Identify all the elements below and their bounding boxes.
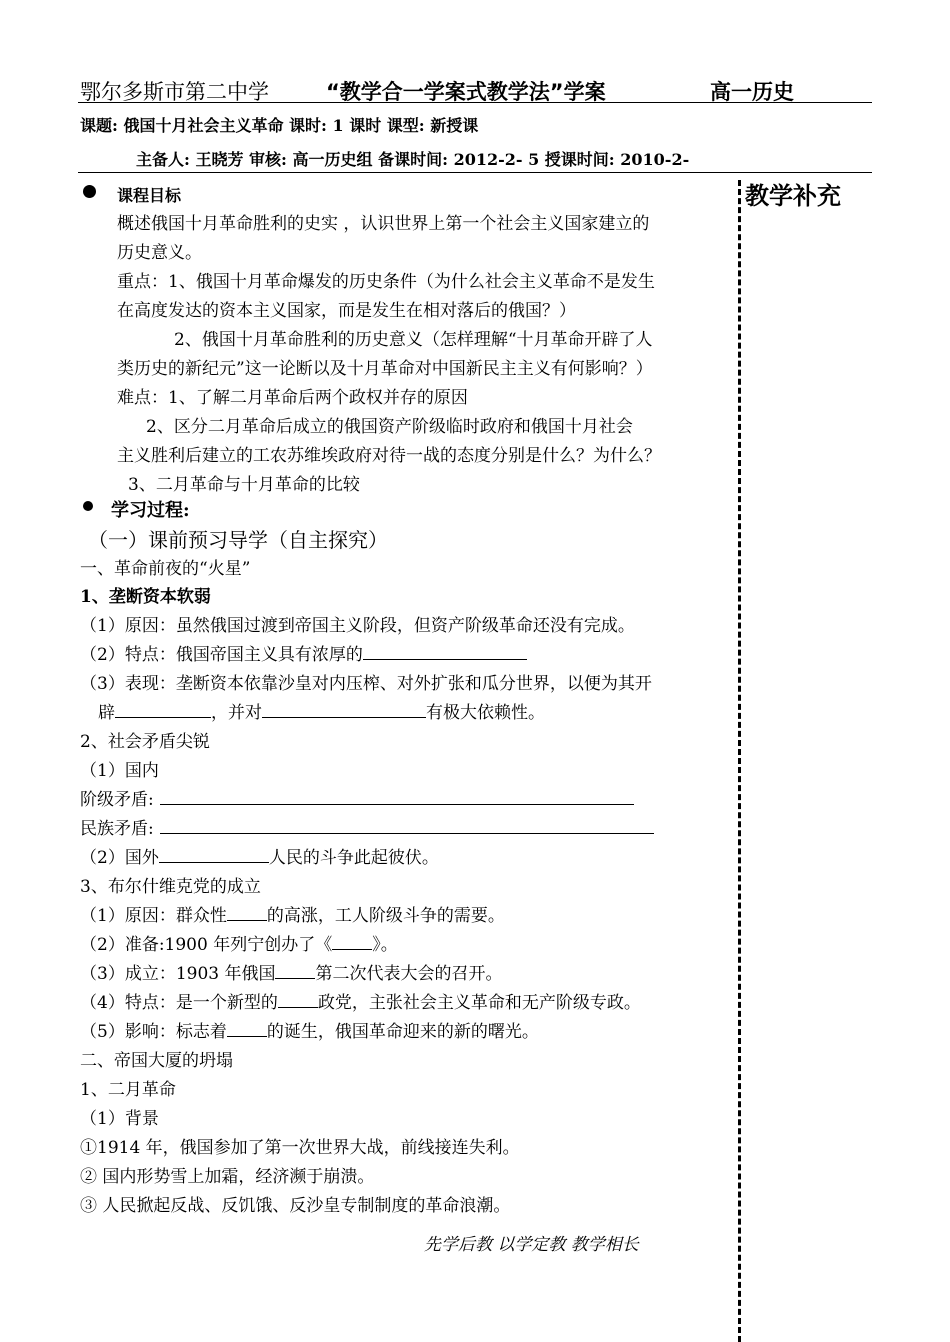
answer-blank[interactable] <box>363 641 527 660</box>
answer-blank[interactable] <box>160 815 654 834</box>
answer-blank[interactable] <box>227 902 267 921</box>
fill-prompt: 辟 <box>98 703 115 723</box>
content-line <box>80 988 641 1013</box>
fill-prompt: （5）影响：标志着 <box>80 1022 227 1042</box>
content-line: （1）背景 <box>80 1109 159 1129</box>
content-line: ② 国内形势雪上加霜，经济濒于崩溃。 <box>80 1167 375 1187</box>
document-title: “教学合一学案式教学法”学案 <box>326 80 606 104</box>
fill-prompt: 的诞生，俄国革命迎来的新的曙光。 <box>266 1022 539 1042</box>
fill-prompt: 政党，主张社会主义革命和无产阶级专政。 <box>317 993 641 1013</box>
column-divider <box>738 180 741 1342</box>
answer-blank[interactable] <box>262 699 426 718</box>
answer-blank[interactable] <box>115 699 211 718</box>
header-rule <box>78 102 872 103</box>
content-line <box>80 640 527 665</box>
content-line <box>80 959 502 984</box>
fill-prompt: 人民的斗争此起彼伏。 <box>268 848 439 868</box>
content-line <box>80 785 634 810</box>
fill-prompt: 的高涨，工人阶级斗争的需要。 <box>266 906 505 926</box>
fill-prompt: 民族矛盾: <box>80 819 154 839</box>
section-heading: 一、革命前夜的“火星” <box>80 559 251 579</box>
answer-blank[interactable] <box>275 960 315 979</box>
subsection-heading: 1、二月革命 <box>80 1080 176 1100</box>
lesson-meta-line: 课题: 俄国十月社会主义革命 课时: 1 课时 课型: 新授课 <box>80 116 479 135</box>
process-heading: 学习过程: <box>111 500 190 521</box>
bullet-icon <box>83 501 93 511</box>
fill-prompt: （2）特点：俄国帝国主义具有浓厚的 <box>80 645 363 665</box>
subsection-heading: 3、布尔什维克党的成立 <box>80 877 261 897</box>
content-line <box>80 843 439 868</box>
content-line: ①1914 年，俄国参加了第一次世界大战，前线接连失利。 <box>80 1138 520 1158</box>
content-line <box>80 814 654 839</box>
content-line: （1）国内 <box>80 761 159 781</box>
answer-blank[interactable] <box>278 989 318 1008</box>
difficulty-line: 难点：1、了解二月革命后两个政权并存的原因 <box>117 388 468 408</box>
content-line <box>80 1017 539 1042</box>
fill-prompt: 阶级矛盾: <box>80 790 154 810</box>
meta-rule <box>78 172 872 173</box>
difficulty-line: 3、二月革命与十月革命的比较 <box>128 475 360 495</box>
bullet-icon <box>83 185 96 198</box>
fill-prompt: （2）国外 <box>80 848 159 868</box>
preview-subheading: （一）课前预习导学（自主探究） <box>88 528 388 552</box>
answer-blank[interactable] <box>227 1018 267 1037</box>
preparer-meta-line: 主备人: 王晓芳 审核: 高一历史组 备课时间: 2012-2- 5 授课时间: 2010-2- <box>136 150 690 169</box>
teaching-supplement-label: 教学补充 <box>745 182 841 210</box>
fill-prompt: （4）特点：是一个新型的 <box>80 993 278 1013</box>
content-line: （1）原因：虽然俄国过渡到帝国主义阶段，但资产阶级革命还没有完成。 <box>80 616 635 636</box>
goals-intro-line: 历史意义。 <box>117 243 202 263</box>
answer-blank[interactable] <box>159 844 269 863</box>
content-line: （3）表现：垄断资本依靠沙皇对内压榨、对外扩张和瓜分世界，以便为其开 <box>80 674 652 694</box>
content-line <box>98 698 545 723</box>
key-point-line: 在高度发达的资本主义国家，而是发生在相对落后的俄国？） <box>117 301 576 321</box>
fill-prompt: （3）成立：1903 年俄国 <box>80 964 276 984</box>
section-heading: 二、帝国大厦的坍塌 <box>80 1051 233 1071</box>
key-point-line: 类历史的新纪元”这一论断以及十月革命对中国新民主主义有何影响？） <box>117 359 653 379</box>
key-point-line: 2、俄国十月革命胜利的历史意义（怎样理解“十月革命开辟了人 <box>174 330 653 350</box>
content-line <box>80 930 398 955</box>
answer-blank[interactable] <box>160 786 634 805</box>
subject-label: 高一历史 <box>710 80 794 104</box>
fill-prompt: 》。 <box>372 935 398 955</box>
fill-prompt: （1）原因：群众性 <box>80 906 227 926</box>
answer-blank[interactable] <box>332 931 372 950</box>
goals-heading: 课程目标 <box>117 186 182 205</box>
content-line <box>80 901 505 926</box>
fill-prompt: 有极大依赖性。 <box>426 703 545 723</box>
fill-prompt: 第二次代表大会的召开。 <box>315 964 503 984</box>
difficulty-line: 主义胜利后建立的工农苏维埃政府对待一战的态度分别是什么？为什么？ <box>117 446 661 466</box>
fill-prompt: ，并对 <box>211 703 262 723</box>
footer-motto: 先学后教 以学定教 教学相长 <box>424 1235 639 1255</box>
subsection-heading: 1、垄断资本软弱 <box>80 587 211 607</box>
goals-intro-line: 概述俄国十月革命胜利的史实 ，认识世界上第一个社会主义国家建立的 <box>117 214 650 234</box>
content-line: ③ 人民掀起反战、反饥饿、反沙皇专制制度的革命浪潮。 <box>80 1196 511 1216</box>
key-point-line: 重点：1、俄国十月革命爆发的历史条件（为什么社会主义革命不是发生 <box>117 272 655 292</box>
difficulty-line: 2、区分二月革命后成立的俄国资产阶级临时政府和俄国十月社会 <box>146 417 633 437</box>
school-name: 鄂尔多斯市第二中学 <box>80 80 269 104</box>
subsection-heading: 2、社会矛盾尖锐 <box>80 732 210 752</box>
fill-prompt: （2）准备:1900 年列宁创办了《 <box>80 935 333 955</box>
